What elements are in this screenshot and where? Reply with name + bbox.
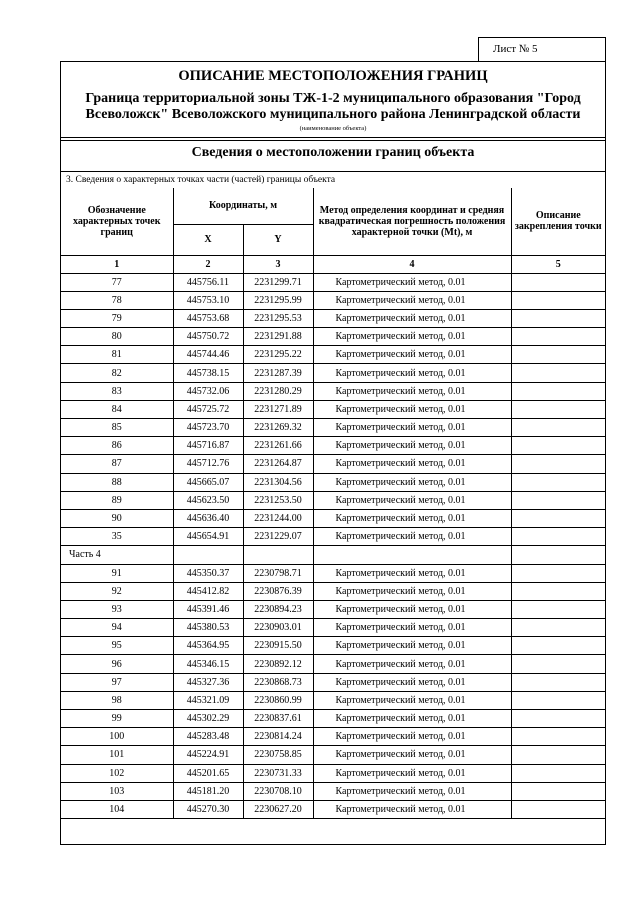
cell-method: Картометрический метод, 0.01 — [313, 437, 511, 455]
table-row — [61, 437, 605, 455]
object-name-line-2: Всеволожск" Всеволожского муниципального района Ленинградской области — [85, 107, 581, 122]
cell-description — [511, 309, 605, 327]
cell-y: 2231295.22 — [243, 346, 313, 364]
cell-y: 2230892.12 — [243, 655, 313, 673]
document-title: ОПИСАНИЕ МЕСТОПОЛОЖЕНИЯ ГРАНИЦ — [178, 68, 488, 84]
column-index: 5 — [511, 255, 605, 273]
header-method: Метод определения координат и средняя квадратическая погрешность положения характерной точки (Mt), м — [313, 188, 511, 255]
cell-x: 445270.30 — [173, 800, 243, 818]
table-row — [61, 728, 605, 746]
cell-point: 104 — [61, 800, 173, 818]
header-point-designation: Обозначение характерных точек границ — [61, 188, 173, 255]
cell-description — [511, 400, 605, 418]
cell-x: 445350.37 — [173, 564, 243, 582]
cell-method: Картометрический метод, 0.01 — [313, 491, 511, 509]
table-row — [61, 309, 605, 327]
cell-y: 2231244.00 — [243, 509, 313, 527]
cell-method: Картометрический метод, 0.01 — [313, 728, 511, 746]
cell-y: 2231299.71 — [243, 273, 313, 291]
cell-x: 445636.40 — [173, 509, 243, 527]
cell-description — [511, 437, 605, 455]
cell-point: 98 — [61, 691, 173, 709]
cell-y: 2231271.89 — [243, 400, 313, 418]
cell-description — [511, 382, 605, 400]
cell-y: 2230868.73 — [243, 673, 313, 691]
table-row — [61, 473, 605, 491]
cell-method: Картометрический метод, 0.01 — [313, 528, 511, 546]
table-row — [61, 346, 605, 364]
cell-method: Картометрический метод, 0.01 — [313, 455, 511, 473]
cell-description — [511, 710, 605, 728]
cell-x: 445756.11 — [173, 273, 243, 291]
table-row — [61, 455, 605, 473]
cell-description — [511, 328, 605, 346]
table-row — [61, 600, 605, 618]
document-frame — [60, 61, 606, 845]
cell-description — [511, 619, 605, 637]
cell-method: Картометрический метод, 0.01 — [313, 346, 511, 364]
cell-method: Картометрический метод, 0.01 — [313, 564, 511, 582]
cell-y: 2231253.50 — [243, 491, 313, 509]
cell-method: Картометрический метод, 0.01 — [313, 582, 511, 600]
cell-y: 2230758.85 — [243, 746, 313, 764]
cell-description — [511, 564, 605, 582]
cell-point: 92 — [61, 582, 173, 600]
cell-method: Картометрический метод, 0.01 — [313, 691, 511, 709]
cell-x: 445716.87 — [173, 437, 243, 455]
cell-y: 2230915.50 — [243, 637, 313, 655]
cell-method: Картометрический метод, 0.01 — [313, 673, 511, 691]
cell-description — [511, 746, 605, 764]
cell-y: 2231295.53 — [243, 309, 313, 327]
cell-method: Картометрический метод, 0.01 — [313, 637, 511, 655]
cell-y: 2230837.61 — [243, 710, 313, 728]
cell-point: 82 — [61, 364, 173, 382]
table-row — [61, 800, 605, 818]
table-row — [61, 673, 605, 691]
table-row — [61, 691, 605, 709]
cell-y: 2231261.66 — [243, 437, 313, 455]
column-index: 1 — [61, 255, 173, 273]
cell-point: 95 — [61, 637, 173, 655]
points-table — [61, 188, 605, 819]
cell-x: 445391.46 — [173, 600, 243, 618]
cell-point: 93 — [61, 600, 173, 618]
cell-point: 78 — [61, 291, 173, 309]
cell-x: 445380.53 — [173, 619, 243, 637]
cell-method: Картометрический метод, 0.01 — [313, 710, 511, 728]
cell-description — [511, 346, 605, 364]
cell-description — [511, 364, 605, 382]
cell-description — [511, 728, 605, 746]
cell-description — [511, 655, 605, 673]
cell-point: 87 — [61, 455, 173, 473]
cell-x: 445725.72 — [173, 400, 243, 418]
cell-y: 2230814.24 — [243, 728, 313, 746]
cell-point: 94 — [61, 619, 173, 637]
cell-x: 445364.95 — [173, 637, 243, 655]
cell-description — [511, 673, 605, 691]
cell-description — [511, 782, 605, 800]
cell-method — [313, 546, 511, 564]
table-row — [61, 528, 605, 546]
divider — [61, 140, 605, 141]
cell-x: 445738.15 — [173, 364, 243, 382]
cell-description — [511, 582, 605, 600]
cell-x: 445321.09 — [173, 691, 243, 709]
column-index: 2 — [173, 255, 243, 273]
cell-y: 2231304.56 — [243, 473, 313, 491]
cell-description — [511, 473, 605, 491]
table-row — [61, 746, 605, 764]
cell-method: Картометрический метод, 0.01 — [313, 400, 511, 418]
cell-description — [511, 528, 605, 546]
cell-x — [173, 546, 243, 564]
cell-y: 2230798.71 — [243, 564, 313, 582]
cell-y: 2231229.07 — [243, 528, 313, 546]
cell-point: 91 — [61, 564, 173, 582]
cell-description — [511, 419, 605, 437]
part-label: Часть 4 — [61, 546, 173, 564]
cell-x: 445201.65 — [173, 764, 243, 782]
object-name-caption: (наименование объекта) — [299, 125, 367, 132]
header-x: X — [173, 224, 243, 255]
cell-x: 445412.82 — [173, 582, 243, 600]
cell-method: Картометрический метод, 0.01 — [313, 800, 511, 818]
cell-point: 96 — [61, 655, 173, 673]
divider — [61, 171, 605, 172]
cell-method: Картометрический метод, 0.01 — [313, 746, 511, 764]
table-row — [61, 764, 605, 782]
cell-point: 99 — [61, 710, 173, 728]
cell-y: 2231269.32 — [243, 419, 313, 437]
table-row — [61, 400, 605, 418]
cell-description — [511, 291, 605, 309]
object-name-line-1: Граница территориальной зоны ТЖ-1-2 муниципального образования "Город — [85, 91, 581, 106]
header-y: Y — [243, 224, 313, 255]
cell-point: 85 — [61, 419, 173, 437]
cell-method: Картометрический метод, 0.01 — [313, 764, 511, 782]
cell-point: 90 — [61, 509, 173, 527]
cell-point: 86 — [61, 437, 173, 455]
cell-method: Картометрический метод, 0.01 — [313, 291, 511, 309]
cell-method: Картометрический метод, 0.01 — [313, 309, 511, 327]
cell-description — [511, 546, 605, 564]
divider — [61, 137, 605, 138]
header-fixing-description: Описание закрепления точки — [511, 188, 605, 255]
sheet-number: Лист № 5 — [478, 37, 606, 61]
cell-y: 2230860.99 — [243, 691, 313, 709]
cell-method: Картометрический метод, 0.01 — [313, 600, 511, 618]
column-index: 3 — [243, 255, 313, 273]
cell-point: 89 — [61, 491, 173, 509]
cell-x: 445665.07 — [173, 473, 243, 491]
cell-y: 2230627.20 — [243, 800, 313, 818]
cell-point: 84 — [61, 400, 173, 418]
cell-point: 77 — [61, 273, 173, 291]
cell-point: 100 — [61, 728, 173, 746]
table-row — [61, 364, 605, 382]
cell-description — [511, 800, 605, 818]
cell-x: 445654.91 — [173, 528, 243, 546]
section-subtitle: 3. Сведения о характерных точках части (частей) границы объекта — [66, 175, 336, 185]
table-row — [61, 509, 605, 527]
cell-y: 2231291.88 — [243, 328, 313, 346]
object-name — [65, 91, 601, 123]
points-table-body — [61, 273, 605, 819]
section-title: Сведения о местоположении границ объекта — [191, 145, 475, 160]
cell-y: 2230876.39 — [243, 582, 313, 600]
cell-y: 2231280.29 — [243, 382, 313, 400]
column-index: 4 — [313, 255, 511, 273]
cell-point: 101 — [61, 746, 173, 764]
cell-description — [511, 764, 605, 782]
cell-point: 103 — [61, 782, 173, 800]
cell-point: 97 — [61, 673, 173, 691]
cell-description — [511, 600, 605, 618]
table-row — [61, 491, 605, 509]
table-row — [61, 382, 605, 400]
cell-x: 445753.10 — [173, 291, 243, 309]
cell-method: Картометрический метод, 0.01 — [313, 273, 511, 291]
cell-y: 2231264.87 — [243, 455, 313, 473]
cell-description — [511, 691, 605, 709]
cell-point: 83 — [61, 382, 173, 400]
cell-point: 102 — [61, 764, 173, 782]
cell-point: 81 — [61, 346, 173, 364]
table-row — [61, 273, 605, 291]
cell-x: 445712.76 — [173, 455, 243, 473]
table-row — [61, 619, 605, 637]
table-row — [61, 655, 605, 673]
cell-x: 445723.70 — [173, 419, 243, 437]
cell-description — [511, 491, 605, 509]
cell-x: 445224.91 — [173, 746, 243, 764]
table-row — [61, 419, 605, 437]
cell-x: 445283.48 — [173, 728, 243, 746]
cell-y: 2231287.39 — [243, 364, 313, 382]
cell-y: 2230731.33 — [243, 764, 313, 782]
cell-method: Картометрический метод, 0.01 — [313, 619, 511, 637]
table-row — [61, 637, 605, 655]
table-row — [61, 582, 605, 600]
cell-method: Картометрический метод, 0.01 — [313, 328, 511, 346]
cell-y — [243, 546, 313, 564]
cell-x: 445623.50 — [173, 491, 243, 509]
header-coordinates: Координаты, м — [173, 188, 313, 224]
cell-method: Картометрический метод, 0.01 — [313, 382, 511, 400]
cell-description — [511, 637, 605, 655]
cell-method: Картометрический метод, 0.01 — [313, 419, 511, 437]
cell-method: Картометрический метод, 0.01 — [313, 473, 511, 491]
cell-y: 2230708.10 — [243, 782, 313, 800]
table-row — [61, 564, 605, 582]
cell-point: 79 — [61, 309, 173, 327]
cell-point: 88 — [61, 473, 173, 491]
cell-point: 80 — [61, 328, 173, 346]
cell-x: 445181.20 — [173, 782, 243, 800]
cell-x: 445753.68 — [173, 309, 243, 327]
cell-method: Картометрический метод, 0.01 — [313, 655, 511, 673]
cell-method: Картометрический метод, 0.01 — [313, 364, 511, 382]
cell-description — [511, 273, 605, 291]
cell-method: Картометрический метод, 0.01 — [313, 509, 511, 527]
table-row — [61, 291, 605, 309]
cell-x: 445732.06 — [173, 382, 243, 400]
cell-x: 445744.46 — [173, 346, 243, 364]
table-row — [61, 710, 605, 728]
cell-x: 445302.29 — [173, 710, 243, 728]
cell-y: 2230903.01 — [243, 619, 313, 637]
cell-y: 2230894.23 — [243, 600, 313, 618]
table-row — [61, 328, 605, 346]
cell-method: Картометрический метод, 0.01 — [313, 782, 511, 800]
cell-description — [511, 455, 605, 473]
cell-point: 35 — [61, 528, 173, 546]
cell-x: 445346.15 — [173, 655, 243, 673]
cell-x: 445327.36 — [173, 673, 243, 691]
table-part-row — [61, 546, 605, 564]
cell-x: 445750.72 — [173, 328, 243, 346]
cell-y: 2231295.99 — [243, 291, 313, 309]
cell-description — [511, 509, 605, 527]
table-row — [61, 782, 605, 800]
